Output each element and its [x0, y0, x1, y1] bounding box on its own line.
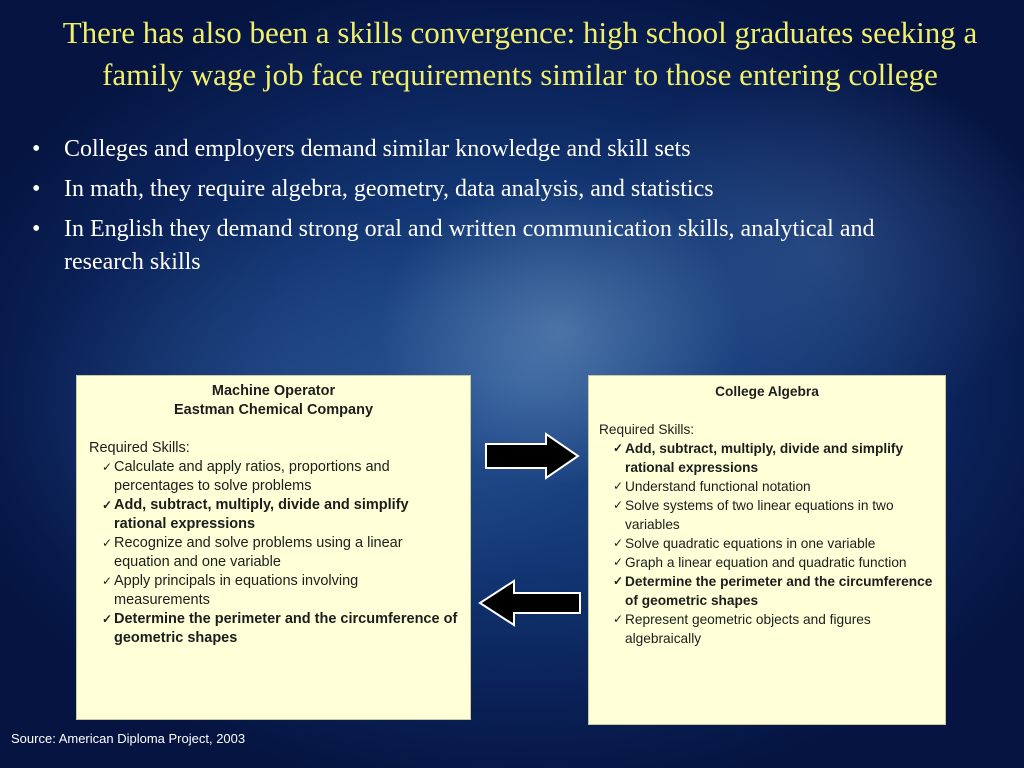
- card-heading-course: College Algebra: [715, 384, 819, 399]
- bullet-item: [20, 133, 900, 166]
- checkmark-icon: ✓: [102, 460, 113, 474]
- left-arrow-icon: [478, 579, 582, 627]
- checkmark-icon: ✓: [102, 536, 113, 550]
- skill-text: Recognize and solve problems using a linear equation and one variable: [114, 535, 403, 570]
- skill-text: Apply principals in equations involving measurements: [114, 573, 359, 608]
- skill-text: Determine the perimeter and the circumference of geometric shapes: [625, 574, 933, 608]
- bullet-text: Colleges and employers demand similar knowledge and skill sets: [64, 136, 691, 162]
- skill-item: [89, 610, 458, 648]
- college-algebra-card: [588, 375, 946, 725]
- checkmark-icon: ✓: [102, 574, 113, 588]
- card-heading-job-title: Machine Operator: [211, 383, 336, 399]
- checkmark-icon: ✓: [613, 479, 624, 493]
- skill-text: Determine the perimeter and the circumference of geometric shapes: [114, 611, 458, 646]
- skill-item: [599, 610, 935, 648]
- bullet-dot: •: [32, 176, 41, 202]
- checkmark-icon: ✓: [613, 612, 624, 626]
- skills-list: [599, 439, 935, 648]
- checkmark-icon: ✓: [613, 498, 624, 512]
- checkmark-icon: ✓: [613, 441, 624, 455]
- skill-item: [599, 439, 935, 477]
- skill-text: Solve quadratic equations in one variable: [625, 536, 876, 551]
- slide-title: There has also been a skills convergence: high school graduates seeking a family wage job face requirements similar to those entering college: [62, 15, 978, 92]
- skill-text: Add, subtract, multiply, divide and simplify rational expressions: [114, 497, 409, 532]
- bullet-text: In English they demand strong oral and written communication skills, analytical and research skills: [64, 216, 875, 275]
- skill-item: [599, 477, 935, 496]
- source-citation: Source: American Diploma Project, 2003: [11, 731, 246, 746]
- checkmark-icon: ✓: [102, 498, 113, 512]
- bullet-list: [20, 133, 900, 286]
- skill-item: [89, 534, 458, 572]
- bullet-dot: •: [32, 136, 41, 162]
- skill-item: [599, 572, 935, 610]
- checkmark-icon: ✓: [613, 574, 624, 588]
- skill-item: [89, 572, 458, 610]
- checkmark-icon: ✓: [613, 555, 624, 569]
- skill-item: [599, 534, 935, 553]
- checkmark-icon: ✓: [102, 612, 113, 626]
- skill-item: [89, 458, 458, 496]
- machine-operator-card: [76, 375, 471, 720]
- skill-text: Understand functional notation: [625, 479, 811, 494]
- right-arrow-icon: [484, 432, 580, 480]
- required-skills-label: Required Skills:: [89, 440, 190, 456]
- skill-item: [599, 553, 935, 572]
- card-heading-company: Eastman Chemical Company: [173, 402, 374, 418]
- bullet-item: [20, 213, 900, 279]
- skill-text: Represent geometric objects and figures algebraically: [625, 612, 871, 646]
- skill-text: Graph a linear equation and quadratic function: [625, 555, 907, 570]
- bullet-item: [20, 173, 900, 206]
- required-skills-label: Required Skills:: [599, 422, 695, 437]
- checkmark-icon: ✓: [613, 536, 624, 550]
- skill-item: [599, 496, 935, 534]
- bullet-dot: •: [32, 216, 41, 242]
- skill-item: [89, 496, 458, 534]
- skill-text: Solve systems of two linear equations in two variables: [625, 498, 894, 532]
- bullet-text: In math, they require algebra, geometry, data analysis, and statistics: [64, 176, 714, 202]
- skill-text: Add, subtract, multiply, divide and simplify rational expressions: [625, 441, 904, 475]
- skills-list: [89, 458, 458, 648]
- skill-text: Calculate and apply ratios, proportions and percentages to solve problems: [114, 459, 390, 494]
